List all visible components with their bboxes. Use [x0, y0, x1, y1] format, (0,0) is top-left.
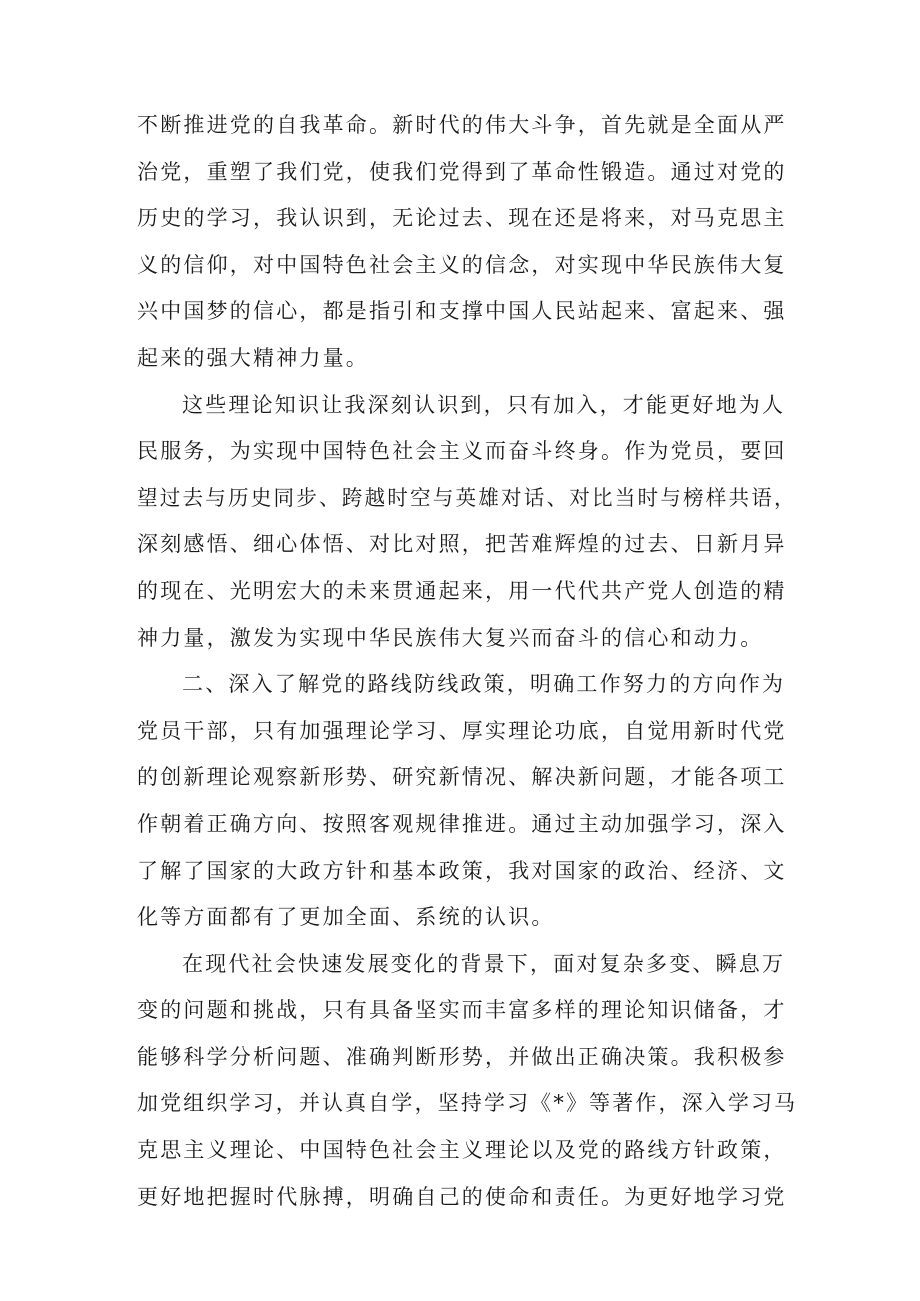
- text-line: 克思主义理论、中国特色社会主义理论以及党的路线方针政策，: [137, 1138, 787, 1163]
- body-text: [137, 102, 798, 1220]
- text-line: 党员干部，只有加强理论学习、厚实理论功底，自觉用新时代党: [137, 718, 787, 743]
- text-line: 加党组织学习，并认真自学，坚持学习《*》等著作，深入学习马: [137, 1091, 798, 1116]
- text-line: 化等方面都有了更加全面、系统的认识。: [137, 905, 555, 930]
- text-line: 神力量，激发为实现中华民族伟大复兴而奋斗的信心和动力。: [137, 625, 764, 650]
- text-line: 的现在、光明宏大的未来贯通起来，用一代代共产党人创造的精: [137, 578, 787, 603]
- text-line: 作朝着正确方向、按照客观规律推进。通过主动加强学习，深入: [137, 811, 787, 836]
- paragraph-first-line: 这些理论知识让我深刻认识到，只有加入，才能更好地为人: [182, 392, 786, 417]
- text-line: 变的问题和挑战，只有具备坚实而丰富多样的理论知识储备，才: [137, 998, 787, 1023]
- text-line: 民服务，为实现中国特色社会主义而奋斗终身。作为党员，要回: [137, 439, 787, 464]
- text-line: 的创新理论观察新形势、研究新情况、解决新问题，才能各项工: [137, 765, 787, 790]
- text-line: 更好地把握时代脉搏，明确自己的使命和责任。为更好地学习党: [137, 1184, 787, 1209]
- text-line: 能够科学分析问题、准确判断形势，并做出正确决策。我积极参: [137, 1044, 787, 1069]
- text-line: 历史的学习，我认识到，无论过去、现在还是将来，对马克思主: [137, 206, 787, 231]
- text-line: 治党，重塑了我们党，使我们党得到了革命性锻造。通过对党的: [137, 159, 787, 184]
- text-line: 义的信仰，对中国特色社会主义的信念，对实现中华民族伟大复: [137, 252, 787, 277]
- text-line: 起来的强大精神力量。: [137, 345, 369, 370]
- paragraph-first-line: 二、深入了解党的路线防线政策，明确工作努力的方向作为: [182, 672, 786, 697]
- text-line: 深刻感悟、细心体悟、对比对照，把苦难辉煌的过去、日新月异: [137, 532, 787, 557]
- paragraph-first-line: 在现代社会快速发展变化的背景下，面对复杂多变、瞬息万: [182, 951, 786, 976]
- text-line: 不断推进党的自我革命。新时代的伟大斗争，首先就是全面从严: [137, 113, 787, 137]
- text-line: 兴中国梦的信心，都是指引和支撑中国人民站起来、富起来、强: [137, 299, 787, 324]
- text-line: 了解了国家的大政方针和基本政策，我对国家的政治、经济、文: [137, 858, 787, 883]
- text-line: 望过去与历史同步、跨越时空与英雄对话、对比当时与榜样共语，: [137, 485, 797, 510]
